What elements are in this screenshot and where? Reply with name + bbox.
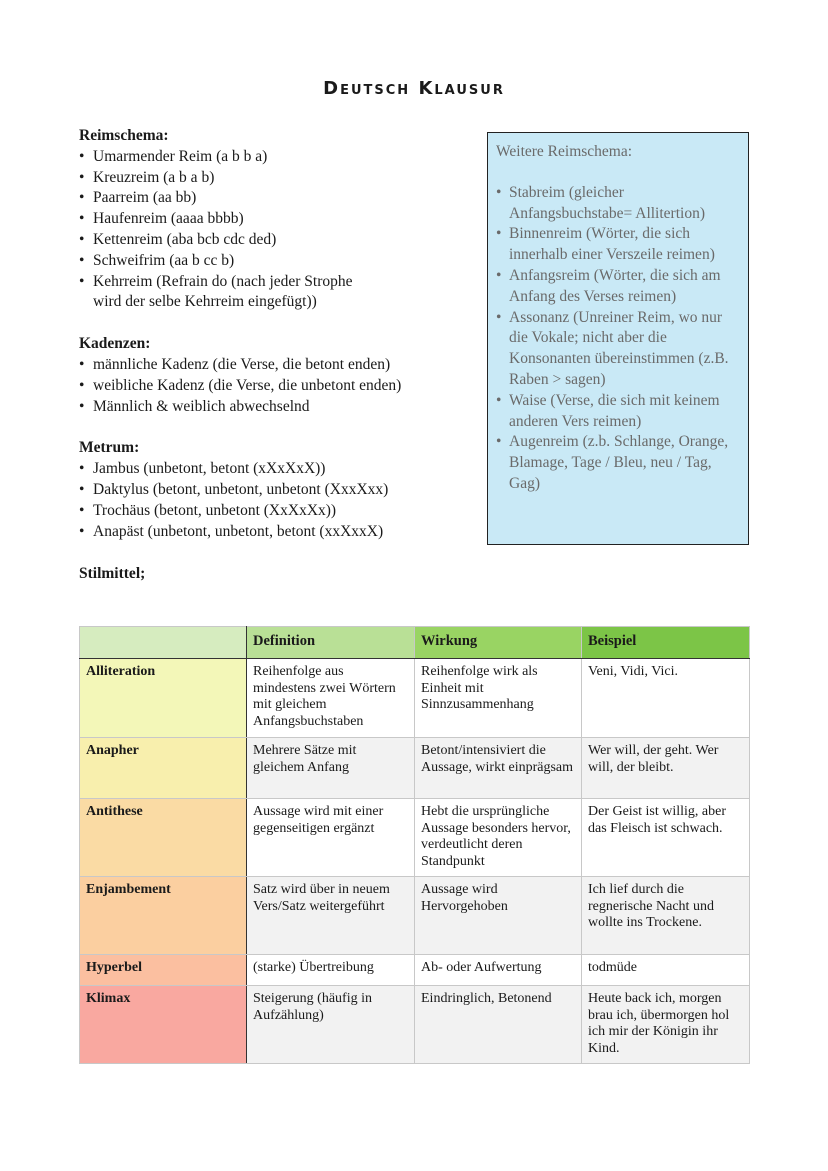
list-item: • Assonanz (Unreiner Reim, wo nur die Vokale; nicht aber die Konsonanten übereinstimmen (z.B. Raben > sagen) (496, 308, 740, 391)
wirkung-cell: Reihenfolge wirk als Einheit mit Sinnzusammenhang (415, 659, 582, 738)
kadenzen-list (79, 355, 469, 417)
table-header-row (80, 627, 750, 659)
list-item: • Waise (Verse, die sich mit keinem anderen Vers reimen) (496, 391, 740, 433)
metrum-section (79, 438, 469, 542)
beispiel-cell: Wer will, der geht. Wer will, der bleibt. (582, 738, 750, 799)
metrum-list (79, 459, 469, 542)
list-item: • weibliche Kadenz (die Verse, die unbetont enden) (79, 376, 469, 397)
definition-cell: Satz wird über in neuem Vers/Satz weitergeführt (247, 877, 415, 955)
table-row (80, 799, 750, 877)
kadenzen-heading: Kadenzen: (79, 335, 151, 353)
beispiel-cell: todmüde (582, 955, 750, 986)
weitere-heading: Weitere Reimschema: (496, 143, 633, 160)
list-item: • Umarmender Reim (a b b a) (79, 147, 469, 168)
list-item: • Anfangsreim (Wörter, die sich am Anfang des Verses reimen) (496, 266, 740, 308)
row-name-cell: Klimax (80, 986, 247, 1064)
page-title: Deutsch Klausur (323, 78, 505, 99)
left-column (79, 126, 469, 563)
wirkung-cell: Eindringlich, Betonend (415, 986, 582, 1064)
wirkung-cell: Hebt die ursprüngliche Aussage besonders hervor, verdeutlicht deren Standpunkt (415, 799, 582, 877)
reimschema-section (79, 126, 469, 313)
list-item: • Trochäus (betont, unbetont (XxXxXx)) (79, 501, 469, 522)
list-item: • Haufenreim (aaaa bbbb) (79, 209, 469, 230)
row-name-cell: Alliteration (80, 659, 247, 738)
stilmittel-heading: Stilmittel; (79, 565, 146, 582)
list-item-line: Kehrreim (Refrain do (nach jeder Strophe (93, 272, 353, 290)
list-item: • Männlich & weiblich abwechselnd (79, 397, 469, 418)
table-row (80, 986, 750, 1064)
list-item: • Kettenreim (aba bcb cdc ded) (79, 230, 469, 251)
table-row (80, 659, 750, 738)
list-item: • Daktylus (betont, unbetont, unbetont (XxxXxx) (79, 480, 469, 501)
row-name-cell: Antithese (80, 799, 247, 877)
beispiel-cell: Heute back ich, morgen brau ich, übermorgen hol ich mir der Königin ihr Kind. (582, 986, 750, 1064)
wirkung-cell: Ab- oder Aufwertung (415, 955, 582, 986)
reimschema-heading: Reimschema: (79, 127, 169, 144)
definition-cell: Mehrere Sätze mit gleichem Anfang (247, 738, 415, 799)
beispiel-cell: Ich lief durch die regnerische Nacht und wollte ins Trockene. (582, 877, 750, 955)
list-item: • Kreuzreim (a b a b) (79, 168, 469, 189)
list-item: • männliche Kadenz (die Verse, die betont enden) (79, 355, 469, 376)
header-cell-empty (80, 627, 247, 659)
header-cell-definition: Definition (247, 627, 415, 659)
list-item-line: wird der selbe Kehrreim eingefügt)) (93, 293, 317, 311)
header-cell-wirkung: Wirkung (415, 627, 582, 659)
definition-cell: Steigerung (häufig in Aufzählung) (247, 986, 415, 1064)
header-cell-beispiel: Beispiel (582, 627, 750, 659)
row-name-cell: Hyperbel (80, 955, 247, 986)
wirkung-cell: Betont/intensiviert die Aussage, wirkt einprägsam (415, 738, 582, 799)
wirkung-cell: Aussage wird Hervorgehoben (415, 877, 582, 955)
metrum-heading: Metrum: (79, 439, 140, 457)
definition-cell: (starke) Übertreibung (247, 955, 415, 986)
table-row (80, 877, 750, 955)
reimschema-list (79, 147, 469, 313)
table-row (80, 738, 750, 799)
list-item: • Paarreim (aa bb) (79, 188, 469, 209)
row-name-cell: Anapher (80, 738, 247, 799)
list-item: • Binnenreim (Wörter, die sich innerhalb einer Verszeile reimen) (496, 224, 740, 266)
beispiel-cell: Der Geist ist willig, aber das Fleisch ist schwach. (582, 799, 750, 877)
weitere-list (496, 183, 740, 495)
list-item: • Stabreim (gleicher Anfangsbuchstabe= Allitertion) (496, 183, 740, 225)
list-item: • Jambus (unbetont, betont (xXxXxX)) (79, 459, 469, 480)
list-item: • Anapäst (unbetont, unbetont, betont (xxXxxX) (79, 522, 469, 543)
list-item: • Augenreim (z.b. Schlange, Orange, Blamage, Tage / Bleu, neu / Tag, Gag) (496, 432, 740, 494)
stilmittel-table (79, 626, 750, 1064)
definition-cell: Reihenfolge aus mindestens zwei Wörtern mit gleichem Anfangsbuchstaben (247, 659, 415, 738)
row-name-cell: Enjambement (80, 877, 247, 955)
kadenzen-section (79, 334, 469, 417)
beispiel-cell: Veni, Vidi, Vici. (582, 659, 750, 738)
table-row (80, 955, 750, 986)
list-item-multiline (79, 272, 469, 314)
list-item: • Schweifrim (aa b cc b) (79, 251, 469, 272)
weitere-reimschema-box (487, 132, 749, 545)
definition-cell: Aussage wird mit einer gegenseitigen ergänzt (247, 799, 415, 877)
